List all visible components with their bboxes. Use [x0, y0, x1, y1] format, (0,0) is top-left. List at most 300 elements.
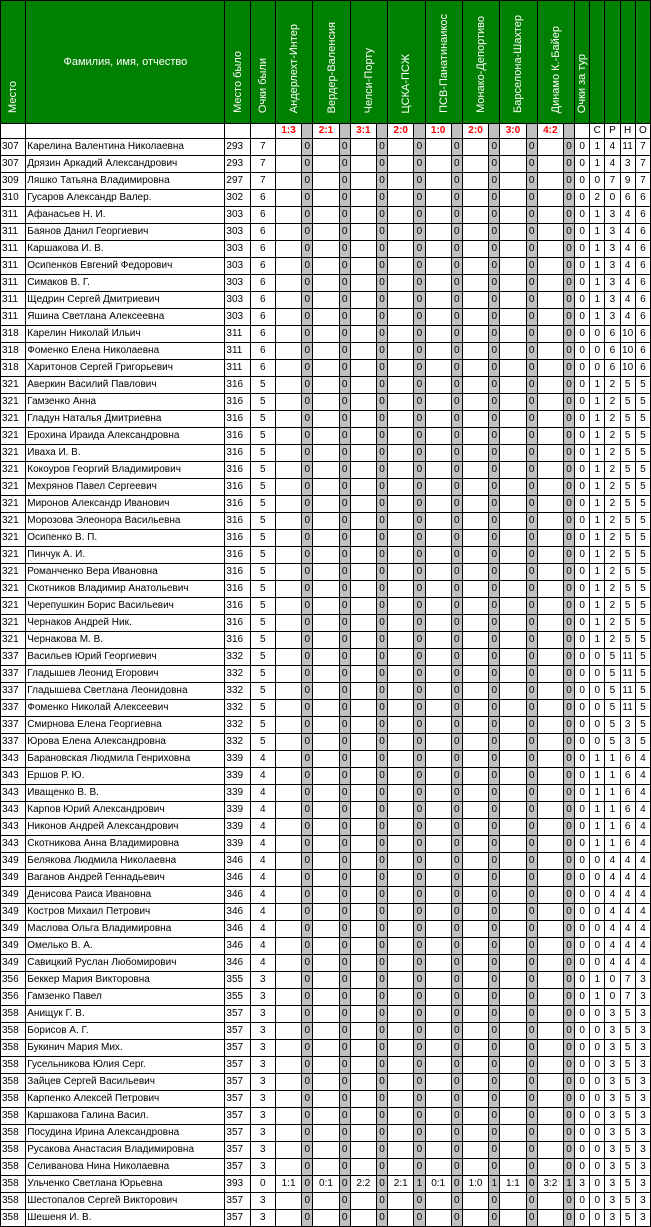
cell-stat-n: 7	[620, 972, 635, 989]
cell-match-points: 0	[563, 428, 574, 445]
cell-fio: Скотникова Анна Владимировна	[26, 836, 225, 853]
cell-prediction	[425, 819, 451, 836]
table-row	[1, 1091, 651, 1108]
table-row	[1, 173, 651, 190]
cell-stat-n: 4	[620, 887, 635, 904]
cell-stat-n: 6	[620, 190, 635, 207]
cell-prediction	[425, 1023, 451, 1040]
cell-match-points: 0	[489, 1006, 500, 1023]
cell-prediction	[388, 411, 414, 428]
cell-match-points: 0	[489, 819, 500, 836]
cell-match-points: 0	[526, 581, 537, 598]
cell-match-points: 0	[489, 564, 500, 581]
cell-prediction: 0:1	[313, 1176, 339, 1193]
cell-prediction	[388, 836, 414, 853]
cell-stat-c: 1	[590, 156, 605, 173]
cell-stat-o: 6	[635, 292, 650, 309]
cell-prediction	[350, 292, 376, 309]
header-stat-empty-3	[635, 1, 650, 124]
cell-match-points: 0	[414, 904, 425, 921]
cell-prediction	[350, 1108, 376, 1125]
cell-prediction	[425, 428, 451, 445]
cell-prediction	[462, 819, 488, 836]
cell-match-points: 0	[339, 1023, 350, 1040]
cell-match-points: 0	[526, 802, 537, 819]
cell-stat-n: 5	[620, 615, 635, 632]
table-row	[1, 632, 651, 649]
cell-place: 358	[1, 1023, 26, 1040]
cell-prediction	[537, 870, 563, 887]
cell-stat-c: 0	[590, 1142, 605, 1159]
table-row	[1, 768, 651, 785]
cell-match-points: 0	[451, 411, 462, 428]
cell-match-points: 0	[414, 377, 425, 394]
cell-prediction	[462, 1193, 488, 1210]
cell-prediction	[313, 360, 339, 377]
cell-match-points: 0	[302, 836, 313, 853]
cell-points-tour: 0	[575, 581, 590, 598]
cell-match-points: 0	[414, 1210, 425, 1227]
table-row	[1, 1142, 651, 1159]
cell-match-points: 0	[563, 1091, 574, 1108]
cell-prediction	[313, 343, 339, 360]
cell-points-tour: 0	[575, 1074, 590, 1091]
cell-match-points: 0	[339, 1176, 350, 1193]
cell-fio: Белякова Людмила Николаевна	[26, 853, 225, 870]
cell-match-points: 0	[451, 1159, 462, 1176]
cell-place: 349	[1, 938, 26, 955]
cell-points-were: 5	[250, 445, 275, 462]
cell-prediction	[388, 955, 414, 972]
cell-match-points: 0	[414, 190, 425, 207]
cell-stat-o: 6	[635, 275, 650, 292]
cell-match-points: 0	[489, 1057, 500, 1074]
cell-stat-c: 1	[590, 207, 605, 224]
cell-match-points: 0	[302, 1057, 313, 1074]
cell-match-points: 0	[339, 989, 350, 1006]
cell-match-points: 0	[377, 734, 388, 751]
cell-match-points: 0	[526, 819, 537, 836]
cell-fio: Афанасьев Н. И.	[26, 207, 225, 224]
cell-stat-r: 4	[605, 853, 620, 870]
cell-stat-r: 5	[605, 717, 620, 734]
cell-prediction	[313, 1057, 339, 1074]
table-row	[1, 156, 651, 173]
cell-match-points: 0	[563, 513, 574, 530]
cell-match-points: 0	[302, 717, 313, 734]
cell-prediction	[537, 751, 563, 768]
cell-stat-r: 3	[605, 258, 620, 275]
cell-points-were: 6	[250, 275, 275, 292]
cell-match-points: 0	[302, 241, 313, 258]
table-row	[1, 564, 651, 581]
cell-match-points: 0	[451, 1091, 462, 1108]
cell-match-points: 0	[339, 564, 350, 581]
cell-prediction	[500, 241, 526, 258]
cell-prediction	[537, 445, 563, 462]
cell-match-points: 0	[526, 394, 537, 411]
cell-match-points: 0	[563, 1040, 574, 1057]
cell-match-points: 0	[302, 904, 313, 921]
cell-prediction	[313, 853, 339, 870]
cell-stat-c: 0	[590, 1006, 605, 1023]
cell-prediction	[313, 479, 339, 496]
cell-prediction	[388, 700, 414, 717]
cell-stat-n: 5	[620, 377, 635, 394]
table-row	[1, 530, 651, 547]
cell-stat-r: 4	[605, 938, 620, 955]
cell-prediction	[537, 224, 563, 241]
cell-prediction	[537, 683, 563, 700]
cell-points-tour: 0	[575, 530, 590, 547]
score-blank-1	[26, 124, 225, 139]
cell-prediction	[388, 870, 414, 887]
cell-place: 358	[1, 1057, 26, 1074]
cell-prediction	[275, 207, 301, 224]
cell-stat-n: 5	[620, 598, 635, 615]
cell-match-points: 0	[563, 564, 574, 581]
cell-match-points: 0	[414, 1040, 425, 1057]
cell-points-were: 5	[250, 615, 275, 632]
cell-stat-r: 0	[605, 972, 620, 989]
cell-prediction	[350, 870, 376, 887]
cell-match-points: 0	[302, 751, 313, 768]
cell-points-were: 3	[250, 1023, 275, 1040]
cell-match-points: 0	[302, 768, 313, 785]
cell-prediction	[275, 377, 301, 394]
cell-prediction	[425, 751, 451, 768]
cell-prediction	[500, 1108, 526, 1125]
cell-match-points: 0	[563, 530, 574, 547]
cell-prediction	[425, 343, 451, 360]
cell-match-points: 0	[414, 1108, 425, 1125]
cell-stat-r: 2	[605, 394, 620, 411]
cell-points-were: 3	[250, 1040, 275, 1057]
cell-prediction	[500, 853, 526, 870]
table-row	[1, 1023, 651, 1040]
cell-match-points: 0	[339, 785, 350, 802]
cell-stat-n: 4	[620, 292, 635, 309]
cell-stat-r: 3	[605, 1006, 620, 1023]
cell-stat-n: 4	[620, 258, 635, 275]
cell-prediction	[313, 462, 339, 479]
cell-prediction	[462, 1108, 488, 1125]
header-match-5: Монако-Депортиво	[462, 1, 499, 124]
cell-points-tour: 0	[575, 1023, 590, 1040]
cell-match-points: 0	[451, 938, 462, 955]
cell-place: 321	[1, 598, 26, 615]
cell-stat-c: 1	[590, 802, 605, 819]
cell-stat-n: 11	[620, 649, 635, 666]
cell-prediction	[425, 1125, 451, 1142]
cell-match-points: 0	[451, 1193, 462, 1210]
cell-match-points: 0	[339, 972, 350, 989]
cell-prediction	[537, 887, 563, 904]
cell-match-points: 0	[451, 513, 462, 530]
cell-stat-n: 4	[620, 904, 635, 921]
cell-fio: Чернакова М. В.	[26, 632, 225, 649]
cell-stat-o: 5	[635, 683, 650, 700]
cell-match-points: 0	[526, 479, 537, 496]
cell-place-was: 346	[225, 887, 250, 904]
cell-stat-n: 5	[620, 1108, 635, 1125]
cell-stat-n: 10	[620, 343, 635, 360]
cell-prediction	[388, 377, 414, 394]
cell-stat-n: 5	[620, 1210, 635, 1227]
cell-points-were: 7	[250, 139, 275, 156]
cell-prediction	[537, 1023, 563, 1040]
cell-prediction	[500, 666, 526, 683]
cell-prediction	[388, 1057, 414, 1074]
cell-match-points: 0	[489, 343, 500, 360]
cell-match-points: 0	[302, 632, 313, 649]
table-row	[1, 1040, 651, 1057]
cell-prediction	[537, 666, 563, 683]
cell-points-tour: 0	[575, 751, 590, 768]
cell-stat-c: 1	[590, 428, 605, 445]
cell-prediction	[313, 326, 339, 343]
cell-prediction	[275, 581, 301, 598]
cell-match-points: 0	[563, 938, 574, 955]
match-score: 4:2	[537, 124, 563, 139]
cell-prediction	[350, 1023, 376, 1040]
cell-prediction	[537, 768, 563, 785]
cell-points-were: 3	[250, 1006, 275, 1023]
cell-prediction	[275, 1125, 301, 1142]
cell-stat-r: 3	[605, 1074, 620, 1091]
cell-prediction	[500, 156, 526, 173]
cell-place: 337	[1, 683, 26, 700]
table-row	[1, 411, 651, 428]
cell-match-points: 0	[563, 1193, 574, 1210]
cell-points-tour: 0	[575, 258, 590, 275]
cell-prediction	[500, 1125, 526, 1142]
cell-fio: Шешеня И. В.	[26, 1210, 225, 1227]
cell-match-points: 0	[377, 904, 388, 921]
cell-match-points: 0	[526, 1006, 537, 1023]
cell-prediction	[388, 496, 414, 513]
table-row	[1, 445, 651, 462]
cell-prediction	[537, 462, 563, 479]
cell-prediction	[500, 972, 526, 989]
cell-match-points: 0	[414, 581, 425, 598]
cell-fio: Романченко Вера Ивановна	[26, 564, 225, 581]
cell-match-points: 0	[451, 462, 462, 479]
cell-prediction	[425, 1159, 451, 1176]
cell-match-points: 0	[414, 598, 425, 615]
cell-place: 321	[1, 394, 26, 411]
cell-stat-c: 1	[590, 581, 605, 598]
cell-stat-r: 4	[605, 887, 620, 904]
cell-match-points: 0	[526, 598, 537, 615]
cell-prediction	[537, 904, 563, 921]
cell-match-points: 0	[339, 1040, 350, 1057]
cell-match-points: 0	[339, 819, 350, 836]
cell-prediction	[425, 258, 451, 275]
cell-fio: Гамзенко Анна	[26, 394, 225, 411]
cell-match-points: 0	[302, 1159, 313, 1176]
cell-stat-o: 5	[635, 445, 650, 462]
cell-prediction	[275, 258, 301, 275]
cell-match-points: 0	[339, 1074, 350, 1091]
cell-prediction	[313, 513, 339, 530]
cell-match-points: 0	[377, 819, 388, 836]
cell-match-points: 0	[526, 700, 537, 717]
cell-match-points: 0	[451, 428, 462, 445]
cell-place-was: 316	[225, 445, 250, 462]
cell-prediction	[537, 819, 563, 836]
cell-prediction	[462, 683, 488, 700]
cell-stat-o: 3	[635, 1108, 650, 1125]
cell-prediction	[388, 1006, 414, 1023]
cell-stat-n: 11	[620, 700, 635, 717]
cell-prediction	[388, 683, 414, 700]
cell-stat-n: 6	[620, 819, 635, 836]
cell-match-points: 0	[302, 785, 313, 802]
cell-prediction	[537, 241, 563, 258]
cell-points-were: 4	[250, 870, 275, 887]
cell-prediction	[537, 496, 563, 513]
cell-stat-r: 4	[605, 955, 620, 972]
cell-prediction	[275, 428, 301, 445]
cell-place: 321	[1, 547, 26, 564]
cell-match-points: 0	[414, 1142, 425, 1159]
cell-stat-o: 5	[635, 632, 650, 649]
cell-prediction	[313, 1193, 339, 1210]
table-row	[1, 462, 651, 479]
cell-match-points: 0	[526, 462, 537, 479]
cell-stat-o: 7	[635, 156, 650, 173]
cell-prediction	[388, 785, 414, 802]
cell-points-tour: 0	[575, 717, 590, 734]
cell-place: 349	[1, 904, 26, 921]
cell-prediction	[462, 275, 488, 292]
cell-match-points: 0	[302, 139, 313, 156]
cell-stat-n: 10	[620, 326, 635, 343]
cell-match-points: 0	[414, 360, 425, 377]
table-row	[1, 479, 651, 496]
cell-prediction	[462, 496, 488, 513]
table-row	[1, 853, 651, 870]
cell-fio: Юрова Елена Александровна	[26, 734, 225, 751]
cell-match-points: 0	[563, 632, 574, 649]
cell-prediction	[275, 717, 301, 734]
cell-match-points: 0	[377, 241, 388, 258]
cell-prediction	[425, 1210, 451, 1227]
cell-prediction	[537, 734, 563, 751]
match-score-pad	[339, 124, 350, 139]
cell-match-points: 0	[526, 513, 537, 530]
cell-stat-n: 4	[620, 207, 635, 224]
cell-prediction	[350, 1159, 376, 1176]
cell-prediction	[425, 1108, 451, 1125]
cell-prediction	[350, 768, 376, 785]
cell-match-points: 0	[377, 173, 388, 190]
cell-stat-r: 4	[605, 870, 620, 887]
cell-match-points: 0	[489, 836, 500, 853]
cell-match-points: 0	[526, 326, 537, 343]
cell-stat-r: 3	[605, 1040, 620, 1057]
cell-match-points: 0	[339, 1142, 350, 1159]
cell-prediction	[537, 292, 563, 309]
cell-stat-r: 3	[605, 207, 620, 224]
cell-stat-n: 4	[620, 853, 635, 870]
scores-row	[1, 124, 651, 139]
cell-match-points: 0	[377, 768, 388, 785]
cell-prediction	[313, 870, 339, 887]
cell-prediction	[313, 904, 339, 921]
cell-match-points: 0	[339, 1006, 350, 1023]
cell-place-was: 357	[225, 1057, 250, 1074]
cell-prediction	[350, 1193, 376, 1210]
cell-points-were: 3	[250, 1091, 275, 1108]
cell-prediction	[537, 377, 563, 394]
cell-match-points: 0	[526, 564, 537, 581]
cell-match-points: 0	[563, 887, 574, 904]
cell-prediction	[500, 785, 526, 802]
cell-match-points: 0	[414, 139, 425, 156]
cell-prediction	[500, 411, 526, 428]
cell-prediction	[350, 972, 376, 989]
cell-match-points: 0	[489, 904, 500, 921]
cell-fio: Ершов Р. Ю.	[26, 768, 225, 785]
cell-place-was: 316	[225, 530, 250, 547]
cell-stat-o: 6	[635, 207, 650, 224]
cell-stat-r: 3	[605, 1193, 620, 1210]
cell-place-was: 303	[225, 292, 250, 309]
table-row	[1, 938, 651, 955]
cell-stat-r: 6	[605, 326, 620, 343]
cell-stat-c: 0	[590, 717, 605, 734]
cell-points-tour: 0	[575, 139, 590, 156]
cell-match-points: 0	[526, 360, 537, 377]
cell-match-points: 0	[414, 462, 425, 479]
cell-match-points: 0	[451, 1040, 462, 1057]
cell-match-points: 0	[377, 1142, 388, 1159]
cell-match-points: 0	[489, 258, 500, 275]
cell-prediction	[350, 581, 376, 598]
cell-prediction	[500, 615, 526, 632]
cell-place: 321	[1, 564, 26, 581]
cell-match-points: 0	[489, 1108, 500, 1125]
cell-prediction	[537, 1108, 563, 1125]
cell-prediction	[462, 666, 488, 683]
cell-place: 321	[1, 615, 26, 632]
cell-fio: Гладышев Леонид Егорович	[26, 666, 225, 683]
cell-stat-n: 5	[620, 1023, 635, 1040]
cell-points-were: 4	[250, 955, 275, 972]
match-score: 1:0	[425, 124, 451, 139]
cell-fio: Скотников Владимир Анатольевич	[26, 581, 225, 598]
cell-match-points: 0	[489, 972, 500, 989]
cell-match-points: 0	[526, 938, 537, 955]
cell-prediction	[350, 1210, 376, 1227]
cell-points-were: 4	[250, 802, 275, 819]
cell-match-points: 0	[377, 802, 388, 819]
cell-prediction	[462, 377, 488, 394]
cell-prediction	[425, 1142, 451, 1159]
cell-match-points: 0	[526, 853, 537, 870]
cell-stat-r: 3	[605, 275, 620, 292]
cell-fio: Савицкий Руслан Любомирович	[26, 955, 225, 972]
cell-points-were: 4	[250, 768, 275, 785]
match-score-pad	[414, 124, 425, 139]
cell-stat-r: 5	[605, 700, 620, 717]
cell-prediction	[500, 751, 526, 768]
cell-prediction	[425, 785, 451, 802]
table-row	[1, 275, 651, 292]
cell-place-was: 346	[225, 853, 250, 870]
